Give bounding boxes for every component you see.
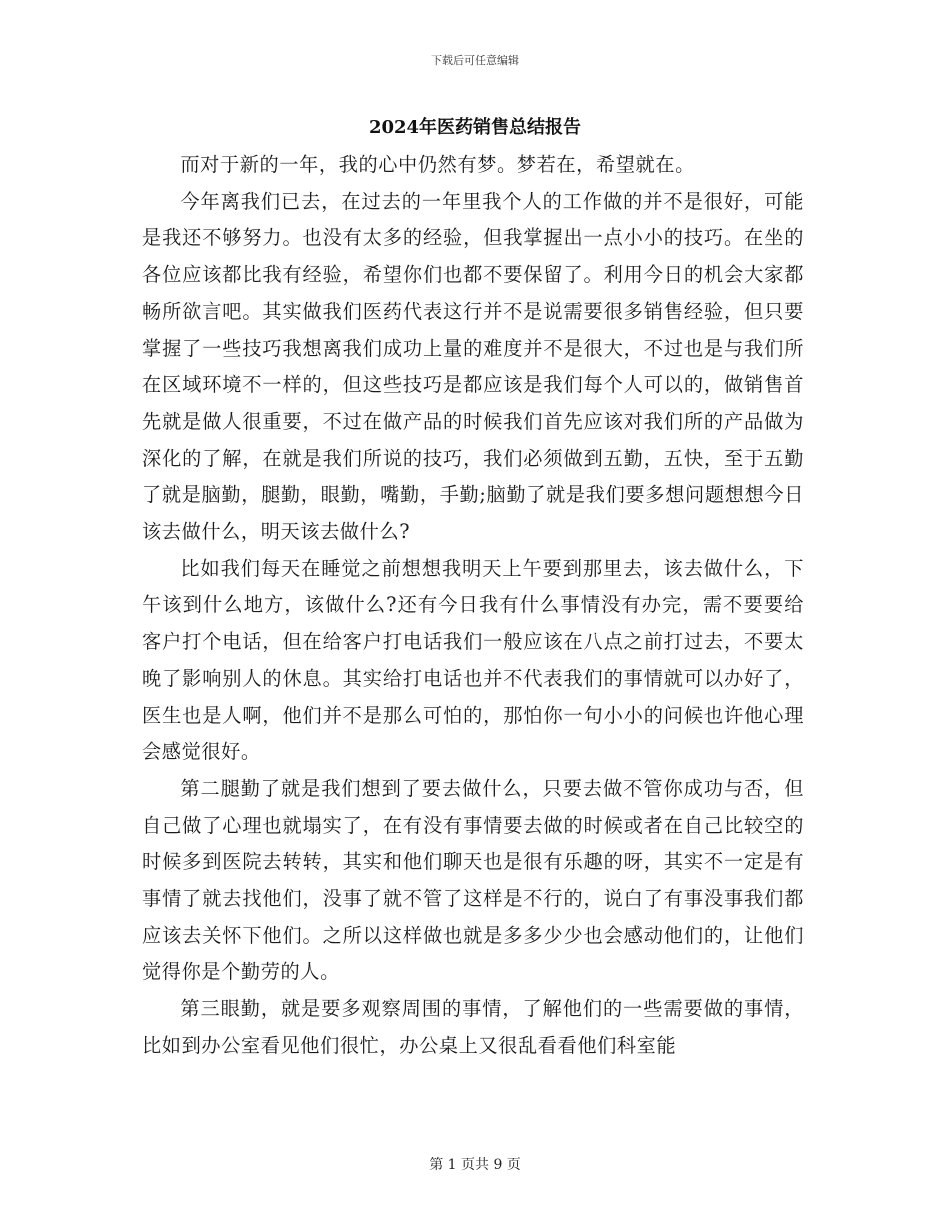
paragraph: 而对于新的一年，我的心中仍然有梦。梦若在，希望就在。 bbox=[180, 153, 695, 176]
document-body bbox=[142, 147, 804, 1065]
paragraph: 第三眼勤，就是要多观察周围的事情，了解他们的一些需要做的事情，比如到办公室看见他们很忙，办公桌上又很乱看看他们科室能 bbox=[142, 997, 804, 1057]
page-number-footer: 第 1 页共 9 页 bbox=[429, 1157, 521, 1173]
document-title: 2024年医药销售总结报告 bbox=[368, 117, 582, 138]
paragraph: 第二腿勤了就是我们想到了要去做什么，只要去做不管你成功与否，但自己做了心理也就塌实了，在有没有事情要去做的时候或者在自己比较空的时候多到医院去转转，其实和他们聊天也是很有乐趣的呀，其实不一定是有事情了就去找他们，没事了就不管了这样是不行的，说白了有事没事我们都应该去关怀下他们。之所以这样做也就是多多少少也会感动他们的，让他们觉得你是个勤劳的人。 bbox=[142, 776, 804, 984]
page-header-note: 下载后可任意编辑 bbox=[431, 54, 519, 67]
paragraph: 比如我们每天在睡觉之前想想我明天上午要到那里去，该去做什么，下午该到什么地方，该做什么?还有今日我有什么事情没有办完，需不要要给客户打个电话，但在给客户打电话我们一般应该在八点之前打过去，不要太晚了影响别人的休息。其实给打电话也并不代表我们的事情就可以办好了，医生也是人啊，他们并不是那么可怕的，那怕你一句小小的问候也许他心理会感觉很好。 bbox=[142, 556, 804, 764]
paragraph: 今年离我们已去，在过去的一年里我个人的工作做的并不是很好，可能是我还不够努力。也没有太多的经验，但我掌握出一点小小的技巧。在坐的各位应该都比我有经验，希望你们也都不要保留了。利用今日的机会大家都畅所欲言吧。其实做我们医药代表这行并不是说需要很多销售经验，但只要掌握了一些技巧我想离我们成功上量的难度并不是很大，不过也是与我们所在区域环境不一样的，但这些技巧是都应该是我们每个人可以的，做销售首先就是做人很重要，不过在做产品的时候我们首先应该对我们所的产品做为深化的了解，在就是我们所说的技巧，我们必须做到五勤，五快，至于五勤了就是脑勤，腿勤，眼勤，嘴勤，手勤;脑勤了就是我们要多想问题想想今日该去做什么，明天该去做什么? bbox=[142, 189, 804, 544]
